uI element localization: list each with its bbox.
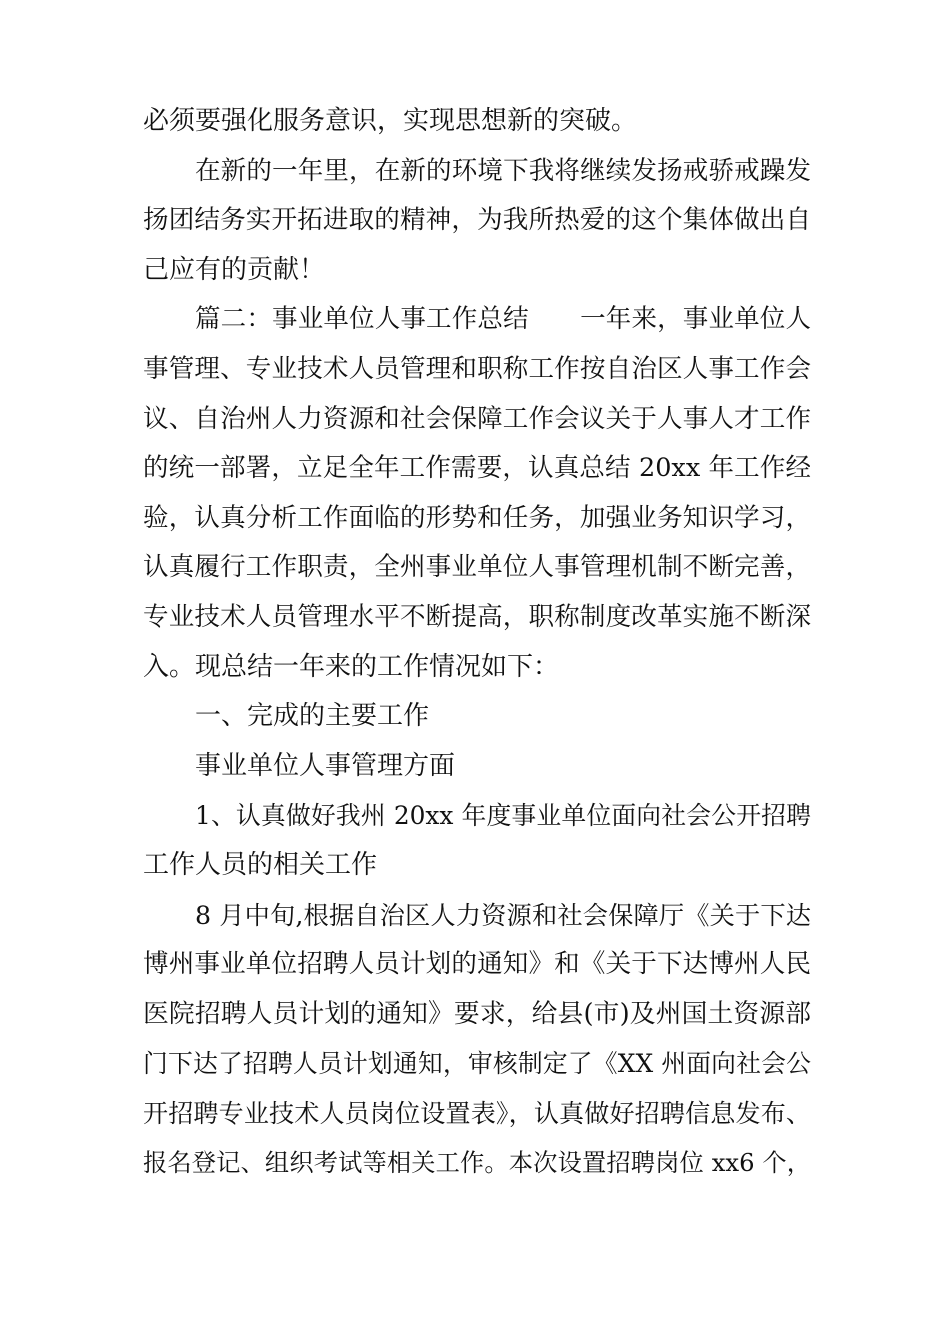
text-line: 工作人员的相关工作 xyxy=(143,849,378,880)
text-line: 事管理、专业技术人员管理和职称工作按自治区人事工作会 xyxy=(143,353,811,384)
text-line: 门下达了招聘人员计划通知，审核制定了《XX 州面向社会公 xyxy=(143,1049,811,1079)
text-line: 医院招聘人员计划的通知》要求，给县(市)及州国土资源部 xyxy=(143,998,811,1029)
text-line: 1、认真做好我州 20xx 年度事业单位面向社会公开招聘 xyxy=(195,801,811,831)
text-line: 一、完成的主要工作 xyxy=(195,701,430,732)
text-line: 必须要强化服务意识，实现思想新的突破。 xyxy=(143,106,638,136)
text-line: 认真履行工作职责，全州事业单位人事管理机制不断完善， xyxy=(143,552,811,583)
text-line: 己应有的贡献！ xyxy=(143,254,326,285)
text-line: 入。现总结一年来的工作情况如下： xyxy=(143,651,560,682)
text-line: 议、自治州人力资源和社会保障工作会议关于人事人才工作 xyxy=(143,403,811,434)
text-line: 扬团结务实开拓进取的精神，为我所热爱的这个集体做出自 xyxy=(143,205,811,236)
text-line: 博州事业单位招聘人员计划的通知》和《关于下达博州人民 xyxy=(143,949,811,980)
document-body xyxy=(143,97,811,1188)
text-line: 8 月中旬,根据自治区人力资源和社会保障厅《关于下达 xyxy=(195,900,811,930)
text-line: 篇二：事业单位人事工作总结 一年来，事业单位人 xyxy=(195,304,811,335)
text-line: 验，认真分析工作面临的形势和任务，加强业务知识学习， xyxy=(143,502,811,533)
text-line: 在新的一年里，在新的环境下我将继续发扬戒骄戒躁发 xyxy=(195,155,811,186)
text-line: 专业技术人员管理水平不断提高，职称制度改革实施不断深 xyxy=(143,601,811,632)
text-line: 开招聘专业技术人员岗位设置表》，认真做好招聘信息发布、 xyxy=(143,1098,811,1128)
text-line: 事业单位人事管理方面 xyxy=(195,750,456,781)
text-line: 报名登记、组织考试等相关工作。本次设置招聘岗位 xx6 个， xyxy=(143,1148,811,1178)
text-line: 的统一部署，立足全年工作需要，认真总结 20xx 年工作经 xyxy=(143,453,811,484)
